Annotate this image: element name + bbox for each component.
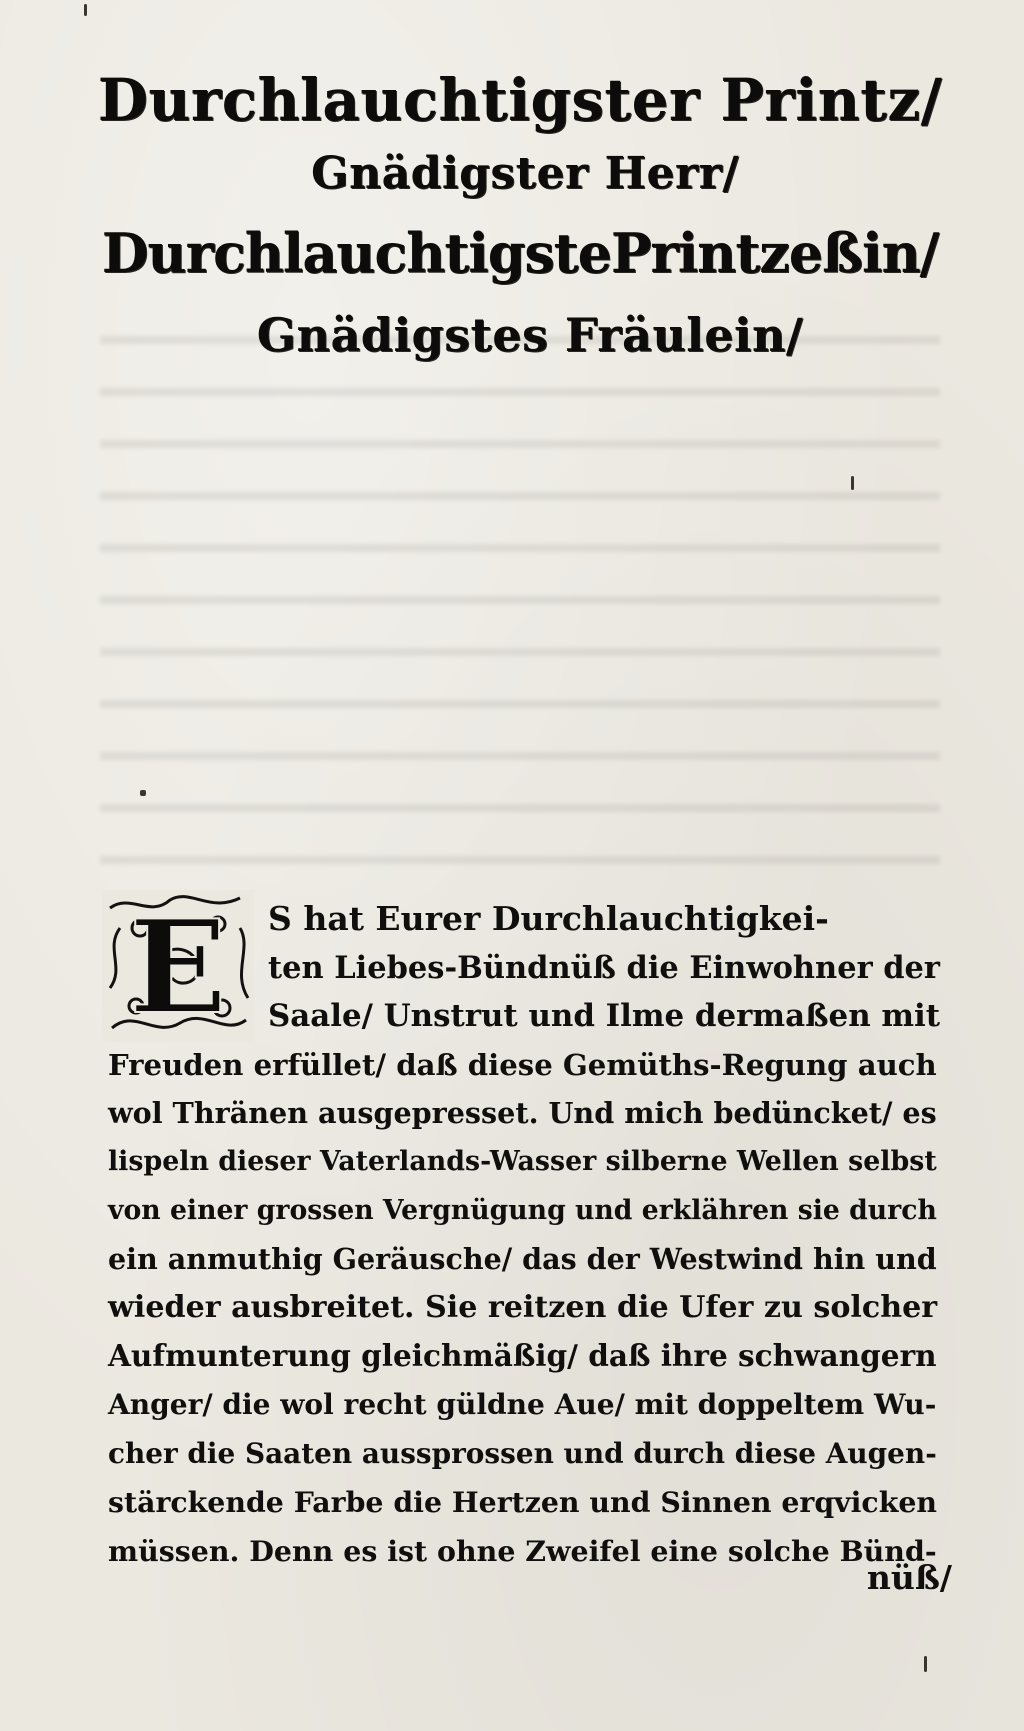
body-line: Freuden erfüllet/ daß diese Gemüths-Regung auch — [108, 1047, 937, 1082]
page-speck — [851, 476, 854, 490]
body-line: S hat Eurer Durchlauchtigkei- — [268, 899, 829, 938]
heading-line-lady: Gnädigstes Fräulein/ — [256, 308, 804, 362]
body-line: Anger/ die wol recht güldne Aue/ mit doppeltem Wu- — [108, 1387, 937, 1421]
body-line: cher die Saaten aussprossen und durch diese Augen- — [108, 1436, 937, 1470]
body-line: lispeln dieser Vaterlands-Wasser silberne Wellen selbst — [108, 1145, 937, 1177]
body-line: von einer grossen Vergnügung und erklähren sie durch — [108, 1194, 937, 1226]
body-line: wol Thränen ausgepresset. Und mich bedüncket/ es — [108, 1096, 937, 1131]
page-speck — [924, 1656, 927, 1672]
dedication-heading — [90, 58, 950, 370]
heading-line-lord: Gnädigster Herr/ — [311, 148, 739, 199]
page-speck — [84, 4, 87, 16]
dedication-body — [108, 895, 954, 1575]
page-speck — [140, 790, 146, 796]
show-through-text — [100, 310, 940, 870]
body-line: ein anmuthig Geräusche/ das der Westwind hin und — [108, 1242, 937, 1277]
body-line: müssen. Denn es ist ohne Zweifel eine solche Bünd- — [108, 1533, 937, 1568]
heading-line-prince: Durchlauchtigster Printz/ — [97, 66, 943, 134]
body-line: ten Liebes-Bündnüß die Einwohner der — [268, 949, 940, 986]
body-line: Aufmunterung gleichmäßig/ daß ihre schwangern — [108, 1338, 937, 1374]
catchword: nüß/ — [866, 1558, 952, 1597]
heading-line-princess: DurchlauchtigstePrintzeßin/ — [101, 221, 939, 285]
body-line: stärckende Farbe die Hertzen und Sinnen erqvicken — [108, 1485, 937, 1520]
body-line: Saale/ Unstrut und Ilme dermaßen mit — [268, 998, 941, 1035]
body-line: wieder ausbreitet. Sie reitzen die Ufer zu solcher — [108, 1289, 938, 1325]
initial-letter: E — [129, 893, 227, 1043]
